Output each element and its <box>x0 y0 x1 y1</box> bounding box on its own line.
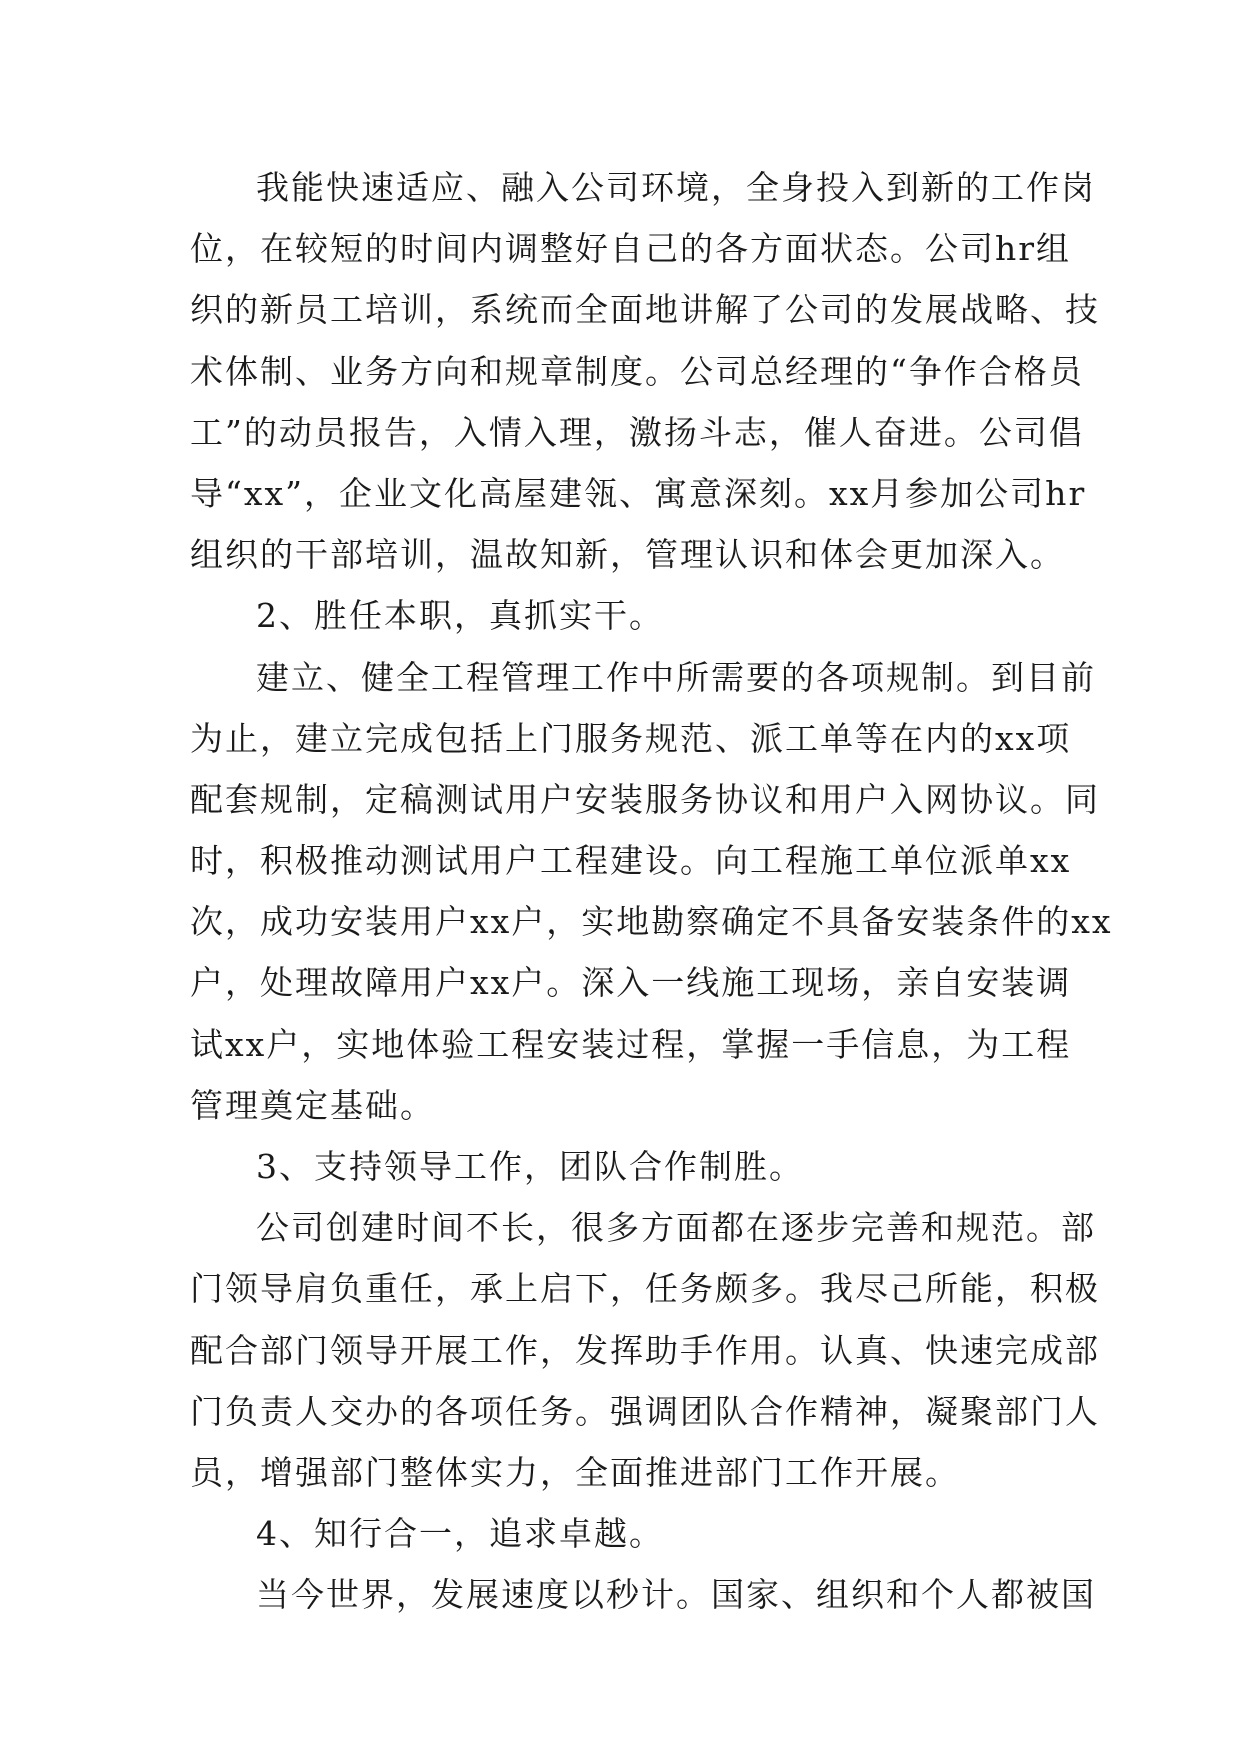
paragraph-line: 配套规制，定稿测试用户安装服务协议和用户入网协议。同 <box>190 779 1100 819</box>
paragraph-line: 门负责人交办的各项任务。强调团队合作精神，凝聚部门人 <box>190 1391 1100 1431</box>
paragraph-line: 公司创建时间不长，很多方面都在逐步完善和规范。部 <box>256 1208 1096 1248</box>
paragraph-line: 术体制、业务方向和规章制度。公司总经理的“争作合格员 <box>190 351 1084 391</box>
paragraph-line: 员，增强部门整体实力，全面推进部门工作开展。 <box>190 1452 960 1492</box>
paragraph-line: 配合部门领导开展工作，发挥助手作用。认真、快速完成部 <box>190 1330 1100 1370</box>
paragraph-line: 建立、健全工程管理工作中所需要的各项规制。到目前 <box>256 657 1096 697</box>
paragraph-line: 位，在较短的时间内调整好自己的各方面状态。公司hr组 <box>190 229 1072 269</box>
paragraph-line: 工”的动员报告，入情入理，激扬斗志，催人奋进。公司倡 <box>190 412 1084 452</box>
paragraph-line: 门领导肩负重任，承上启下，任务颇多。我尽己所能，积极 <box>190 1269 1100 1309</box>
paragraph-line: 织的新员工培训，系统而全面地讲解了公司的发展战略、技 <box>190 290 1100 330</box>
section-heading: 2、胜任本职，真抓实干。 <box>256 596 664 636</box>
section-heading: 3、支持领导工作，团队合作制胜。 <box>256 1147 804 1186</box>
section-heading: 4、知行合一，追求卓越。 <box>256 1514 664 1554</box>
paragraph-line: 组织的干部培训，温故知新，管理认识和体会更加深入。 <box>190 535 1065 575</box>
paragraph-line: 试xx户，实地体验工程安装过程，掌握一手信息，为工程 <box>190 1024 1072 1064</box>
paragraph-line: 导“xx”，企业文化高屋建瓴、寓意深刻。xx月参加公司hr <box>190 473 1087 513</box>
paragraph-line: 为止，建立完成包括上门服务规范、派工单等在内的xx项 <box>190 718 1072 758</box>
paragraph-line: 管理奠定基础。 <box>190 1085 435 1125</box>
document-body <box>190 157 1113 1626</box>
paragraph-line: 次，成功安装用户xx户，实地勘察确定不具备安装条件的xx <box>190 902 1113 942</box>
paragraph-line: 时，积极推动测试用户工程建设。向工程施工单位派单xx <box>190 841 1072 881</box>
paragraph-line: 当今世界，发展速度以秒计。国家、组织和个人都被国 <box>256 1575 1096 1615</box>
paragraph-line: 我能快速适应、融入公司环境，全身投入到新的工作岗 <box>256 168 1096 207</box>
paragraph-line: 户，处理故障用户xx户。深入一线施工现场，亲自安装调 <box>190 963 1072 1003</box>
